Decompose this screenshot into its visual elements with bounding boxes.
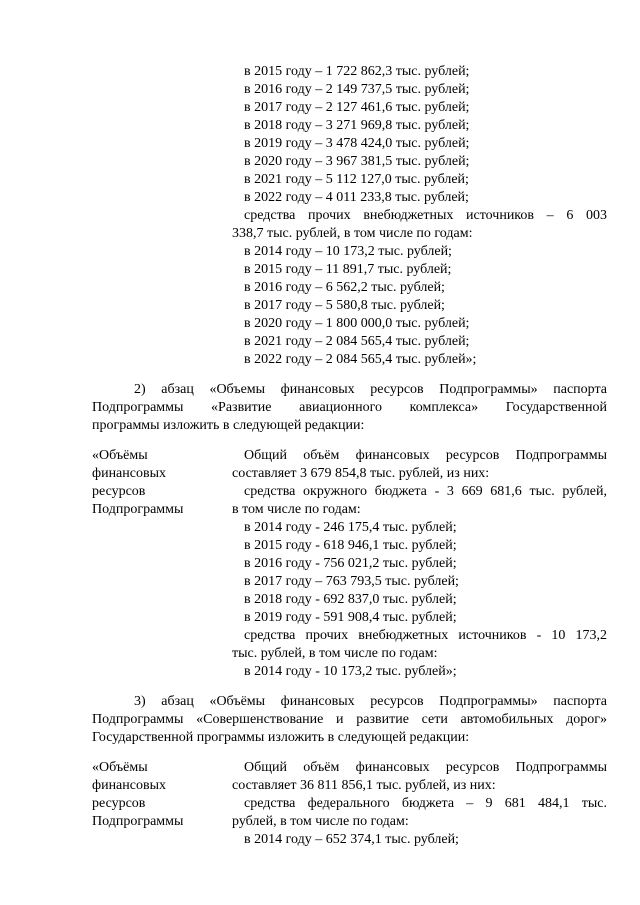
year-line: в 2016 году – 6 562,2 тыс. рублей; — [244, 280, 445, 295]
table-line: в 2016 году - 756 021,2 тыс. рублей; — [244, 556, 457, 571]
paragraph-line: Подпрограммы «Развитие авиационного комплекса» Государственной — [92, 400, 607, 415]
year-line: в 2014 году – 10 173,2 тыс. рублей; — [244, 244, 452, 259]
table-line: в 2017 году – 763 793,5 тыс. рублей; — [244, 574, 459, 589]
year-line: в 2018 году – 3 271 969,8 тыс. рублей; — [244, 118, 470, 133]
label-line: «Объёмы — [92, 448, 148, 463]
year-line: в 2015 году – 1 722 862,3 тыс. рублей; — [244, 64, 470, 79]
table-line: средства прочих внебюджетных источников - 10 173,2 — [244, 628, 607, 643]
other-sources-text-cont: 338,7 тыс. рублей, в том числе по годам: — [232, 226, 473, 241]
table-line: Общий объём финансовых ресурсов Подпрограммы — [244, 760, 607, 775]
table-left-label — [92, 447, 222, 519]
table-line: в 2014 году – 652 374,1 тыс. рублей; — [244, 832, 459, 847]
year-line: в 2019 году – 3 478 424,0 тыс. рублей; — [244, 136, 470, 151]
year-line: в 2021 году – 2 084 565,4 тыс. рублей; — [244, 334, 470, 349]
table-line: Общий объём финансовых ресурсов Подпрограммы — [244, 448, 607, 463]
label-line: ресурсов — [92, 796, 146, 811]
table-line: в 2018 году - 692 837,0 тыс. рублей; — [244, 592, 457, 607]
table-line: составляет 36 811 856,1 тыс. рублей, из них: — [232, 778, 496, 793]
other-sources-text: средства прочих внебюджетных источников – 6 003 — [244, 208, 607, 223]
label-line: ресурсов — [92, 484, 146, 499]
label-line: финансовых — [92, 778, 166, 793]
paragraph-line: 2) абзац «Объемы финансовых ресурсов Подпрограммы» паспорта — [134, 382, 607, 397]
label-line: Подпрограммы — [92, 814, 184, 829]
year-line: в 2022 году – 4 011 233,8 тыс. рублей; — [244, 190, 469, 205]
table-line: средства федерального бюджета – 9 681 484,1 тыс. — [244, 796, 607, 811]
year-line: в 2016 году – 2 149 737,5 тыс. рублей; — [244, 82, 470, 97]
table-line: в 2014 году - 10 173,2 тыс. рублей»; — [244, 664, 457, 679]
table-line: тыс. рублей, в том числе по годам: — [232, 646, 438, 661]
label-line: Подпрограммы — [92, 502, 184, 517]
year-line: в 2017 году – 5 580,8 тыс. рублей; — [244, 298, 445, 313]
year-line: в 2020 году – 1 800 000,0 тыс. рублей; — [244, 316, 470, 331]
paragraph-line: 3) абзац «Объёмы финансовых ресурсов Подпрограммы» паспорта — [134, 694, 607, 709]
paragraph-line: программы изложить в следующей редакции: — [92, 418, 365, 433]
paragraph-line: Государственной программы изложить в следующей редакции: — [92, 730, 470, 745]
year-line: в 2021 году – 5 112 127,0 тыс. рублей; — [244, 172, 469, 187]
table-line: в 2019 году - 591 908,4 тыс. рублей; — [244, 610, 457, 625]
year-line: в 2020 году – 3 967 381,5 тыс. рублей; — [244, 154, 470, 169]
table-line: в 2014 году - 246 175,4 тыс. рублей; — [244, 520, 457, 535]
label-line: «Объёмы — [92, 760, 148, 775]
year-line: в 2015 году – 11 891,7 тыс. рублей; — [244, 262, 452, 277]
paragraph-line: Подпрограммы «Совершенствование и развитие сети автомобильных дорог» — [92, 712, 607, 727]
table-line: рублей, в том числе по годам: — [232, 814, 409, 829]
table-line: в 2015 году - 618 946,1 тыс. рублей; — [244, 538, 457, 553]
year-line: в 2022 году – 2 084 565,4 тыс. рублей»; — [244, 352, 477, 367]
table-line: в том числе по годам: — [232, 502, 361, 517]
table-line: составляет 3 679 854,8 тыс. рублей, из них: — [232, 466, 490, 481]
table-left-label — [92, 759, 222, 831]
year-line: в 2017 году – 2 127 461,6 тыс. рублей; — [244, 100, 470, 115]
table-line: средства окружного бюджета - 3 669 681,6 тыс. рублей, — [244, 484, 607, 499]
label-line: финансовых — [92, 466, 166, 481]
